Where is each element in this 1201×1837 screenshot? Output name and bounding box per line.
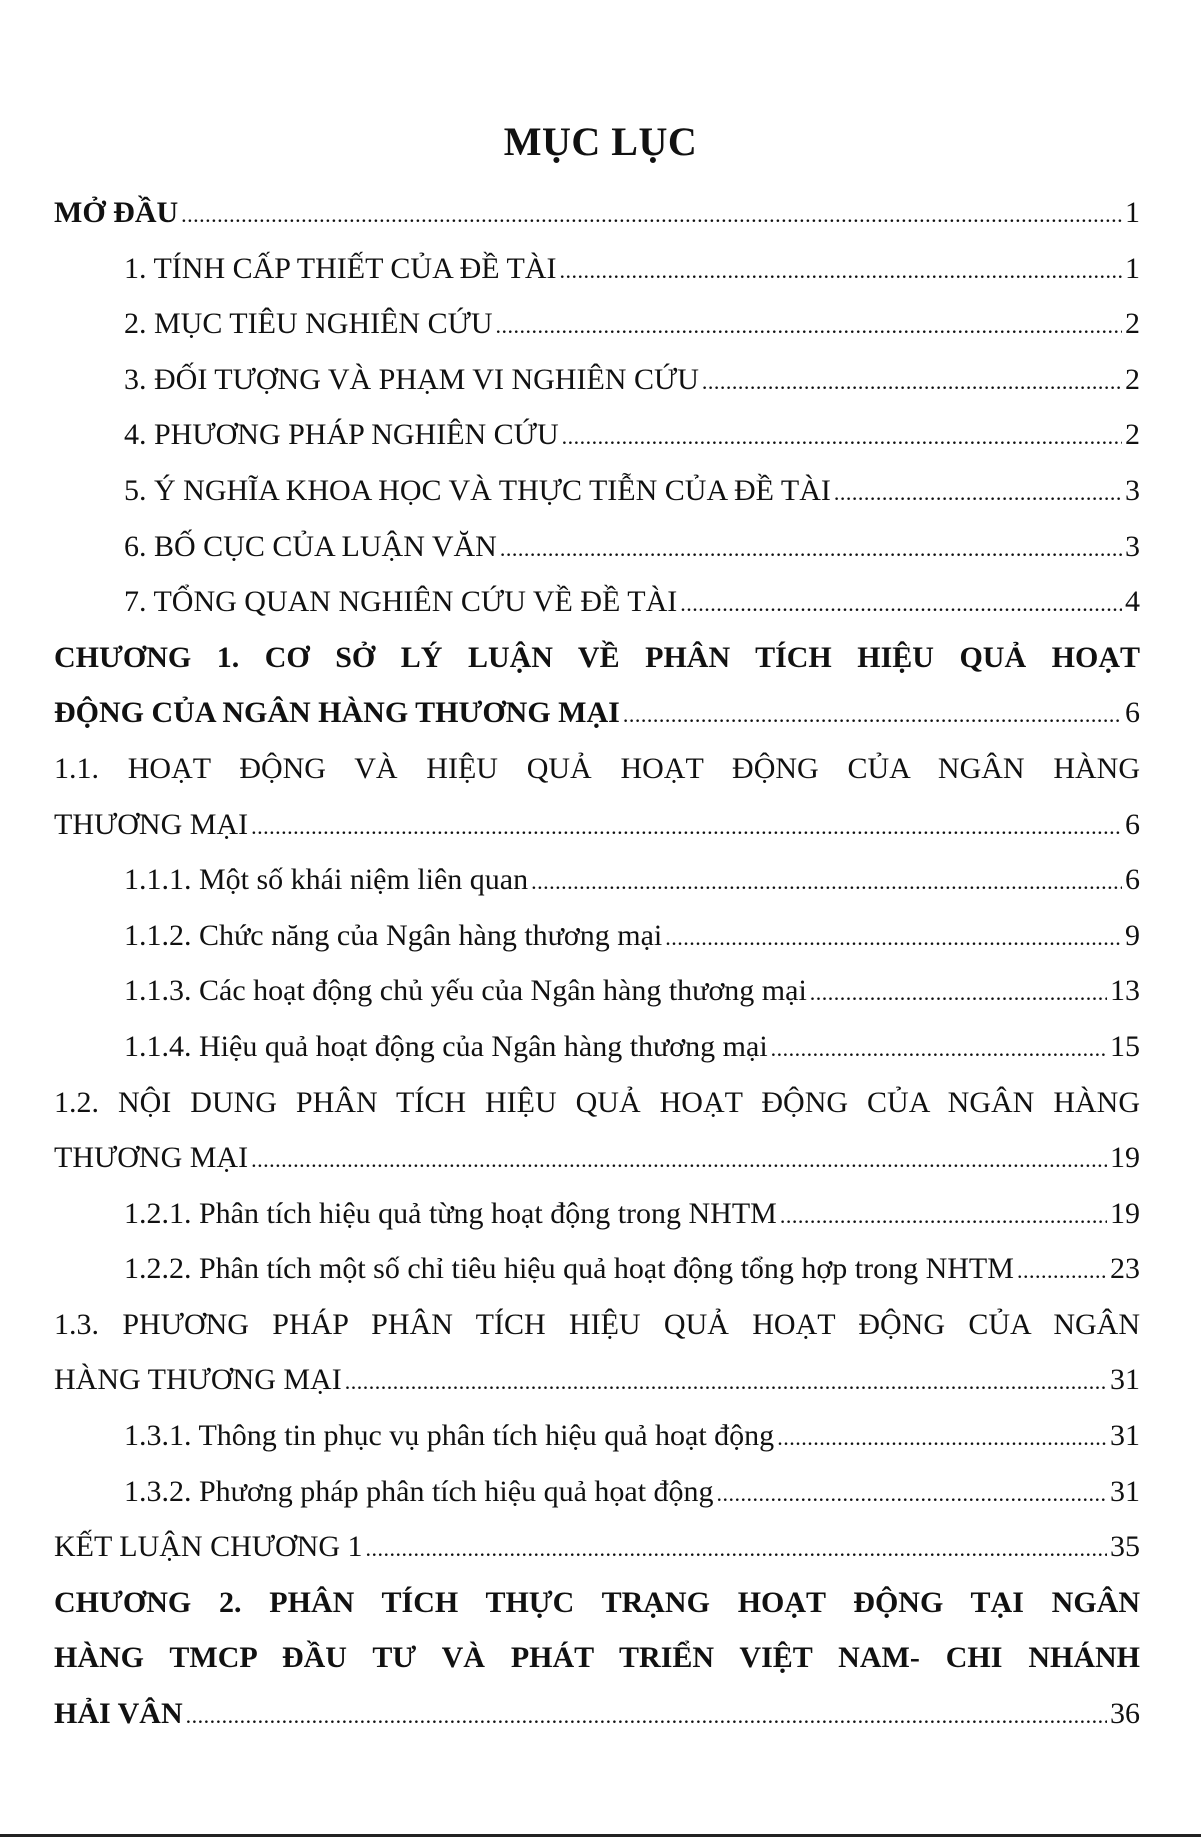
toc-entry-text: 1.1.2. Chức năng của Ngân hàng thương mại (124, 918, 663, 952)
dot-leader (1017, 1243, 1107, 1297)
toc-entry-text: HÀNG THƯƠNG MẠI (54, 1363, 342, 1397)
dot-leader (777, 1410, 1107, 1464)
page-title: MỤC LỤC (503, 119, 698, 164)
toc-entry-text: 3. ĐỐI TƯỢNG VÀ PHẠM VI NGHIÊN CỨU (124, 362, 699, 396)
toc-entry-text: 1.3.1. Thông tin phục vụ phân tích hiệu quả hoạt động (124, 1419, 775, 1453)
toc-entry[interactable] (54, 1130, 1140, 1186)
toc-entry[interactable] (54, 1186, 1140, 1242)
dot-leader (780, 1188, 1107, 1242)
toc-page-number: 13 (1110, 974, 1140, 1008)
dot-leader (623, 687, 1122, 741)
toc-entry[interactable] (54, 1686, 1140, 1742)
toc-page-number: 1 (1125, 251, 1140, 285)
toc-entry[interactable] (54, 852, 1140, 908)
toc-entry[interactable] (54, 1408, 1140, 1464)
toc-entry-line[interactable] (54, 1575, 1140, 1631)
dot-leader (810, 965, 1107, 1019)
toc-entry[interactable] (54, 519, 1140, 575)
toc-page-number: 3 (1125, 529, 1140, 563)
toc-entry-text: 1.1. HOẠT ĐỘNG VÀ HIỆU QUẢ HOẠT ĐỘNG CỦA NGÂN HÀNG (54, 751, 1140, 785)
toc-page-number: 36 (1110, 1697, 1140, 1731)
dot-leader (251, 799, 1122, 853)
toc-entry-text: 1.3.2. Phương pháp phân tích hiệu quả họat động (124, 1474, 714, 1508)
toc-entry[interactable] (54, 1464, 1140, 1520)
toc-entry[interactable] (54, 185, 1140, 241)
dot-leader (771, 1021, 1107, 1075)
toc-page-number: 1 (1125, 196, 1140, 229)
toc-entry[interactable] (54, 296, 1140, 352)
toc-entry-text: 1.2.1. Phân tích hiệu quả từng hoạt động trong NHTM (124, 1196, 777, 1230)
dot-leader (181, 187, 1122, 241)
toc-page-number: 23 (1110, 1252, 1140, 1286)
toc-entry[interactable] (54, 797, 1140, 853)
toc-page-number: 31 (1110, 1419, 1140, 1453)
toc-entry-text: 5. Ý NGHĨA KHOA HỌC VÀ THỰC TIỄN CỦA ĐỀ TÀI (124, 473, 831, 507)
dot-leader (531, 854, 1122, 908)
toc-entry-text: 1. TÍNH CẤP THIẾT CỦA ĐỀ TÀI (124, 251, 557, 285)
toc-entry-text: ĐỘNG CỦA NGÂN HÀNG THƯƠNG MẠI (54, 696, 620, 730)
toc-page-number: 19 (1110, 1141, 1140, 1175)
toc-entry[interactable] (54, 685, 1140, 741)
toc-entry[interactable] (54, 963, 1140, 1019)
toc-entry-text: 1.1.4. Hiệu quả hoạt động của Ngân hàng thương mại (124, 1029, 768, 1063)
toc-page-number: 2 (1125, 307, 1140, 341)
toc-entry-text: 4. PHƯƠNG PHÁP NGHIÊN CỨU (124, 418, 559, 452)
toc-page-number: 19 (1110, 1196, 1140, 1230)
toc-entry-text: 1.2. NỘI DUNG PHÂN TÍCH HIỆU QUẢ HOẠT ĐỘNG CỦA NGÂN HÀNG (54, 1085, 1140, 1119)
toc-entry-text: 1.1.3. Các hoạt động chủ yếu của Ngân hàng thương mại (124, 974, 807, 1008)
dot-leader (366, 1521, 1107, 1575)
toc-entry[interactable] (54, 407, 1140, 463)
toc-entry-line[interactable] (54, 630, 1140, 686)
toc-entry[interactable] (54, 352, 1140, 408)
toc-page-number: 9 (1125, 918, 1140, 952)
toc-entry-text: 7. TỔNG QUAN NGHIÊN CỨU VỀ ĐỀ TÀI (124, 585, 678, 619)
toc-entry-text: 2. MỤC TIÊU NGHIÊN CỨU (124, 307, 493, 341)
toc-entry-text: CHƯƠNG 2. PHÂN TÍCH THỰC TRẠNG HOẠT ĐỘNG TẠI NGÂN (54, 1585, 1140, 1619)
toc-page-number: 31 (1110, 1474, 1140, 1508)
toc-entry-text: HÀNG TMCP ĐẦU TƯ VÀ PHÁT TRIỂN VIỆT NAM- CHI NHÁNH (54, 1641, 1140, 1675)
toc-page-number: 31 (1110, 1363, 1140, 1397)
toc-page-number: 3 (1125, 473, 1140, 507)
toc-entry-text: MỞ ĐẦU (54, 196, 179, 229)
toc-entry-text: 1.1.1. Một số khái niệm liên quan (124, 863, 529, 897)
dot-leader (251, 1132, 1107, 1186)
toc-entry-text: THƯƠNG MẠI (54, 807, 249, 841)
toc-entry-text: 6. BỐ CỤC CỦA LUẬN VĂN (124, 529, 497, 563)
toc-entry[interactable] (54, 463, 1140, 519)
dot-leader (500, 521, 1122, 575)
toc-page-number: 6 (1125, 696, 1140, 730)
toc-page-number: 6 (1125, 807, 1140, 841)
dot-leader (496, 298, 1122, 352)
toc-entry-text: 1.3. PHƯƠNG PHÁP PHÂN TÍCH HIỆU QUẢ HOẠT ĐỘNG CỦA NGÂN (54, 1307, 1140, 1341)
toc-page-number: 6 (1125, 863, 1140, 897)
dot-leader (562, 409, 1122, 463)
toc-page-number: 15 (1110, 1029, 1140, 1063)
toc-entry-text: THƯƠNG MẠI (54, 1141, 249, 1175)
dot-leader (702, 354, 1122, 408)
toc-entry-text: KẾT LUẬN CHƯƠNG 1 (54, 1530, 363, 1564)
dot-leader (717, 1466, 1107, 1520)
dot-leader (665, 910, 1122, 964)
toc-entry-text: CHƯƠNG 1. CƠ SỞ LÝ LUẬN VỀ PHÂN TÍCH HIỆU QUẢ HOẠT (54, 640, 1140, 674)
table-of-contents (54, 185, 1140, 1742)
toc-page-number: 35 (1110, 1530, 1140, 1564)
toc-entry-line[interactable] (54, 1297, 1140, 1353)
toc-page-number: 2 (1125, 362, 1140, 396)
toc-entry-line[interactable] (54, 1630, 1140, 1686)
toc-entry[interactable] (54, 1352, 1140, 1408)
toc-entry-line[interactable] (54, 741, 1140, 797)
toc-entry-line[interactable] (54, 1075, 1140, 1131)
toc-entry[interactable] (54, 1519, 1140, 1575)
dot-leader (834, 465, 1122, 519)
toc-entry[interactable] (54, 1019, 1140, 1075)
toc-entry[interactable] (54, 574, 1140, 630)
dot-leader (560, 243, 1122, 297)
toc-entry[interactable] (54, 241, 1140, 297)
toc-page-number: 2 (1125, 418, 1140, 452)
toc-entry-text: 1.2.2. Phân tích một số chỉ tiêu hiệu quả hoạt động tổng hợp trong NHTM (124, 1252, 1014, 1286)
dot-leader (186, 1688, 1107, 1742)
toc-entry-text: HẢI VÂN (54, 1697, 183, 1731)
toc-page-number: 4 (1125, 585, 1140, 619)
toc-entry[interactable] (54, 1241, 1140, 1297)
dot-leader (680, 576, 1122, 630)
dot-leader (345, 1354, 1107, 1408)
toc-entry[interactable] (54, 908, 1140, 964)
